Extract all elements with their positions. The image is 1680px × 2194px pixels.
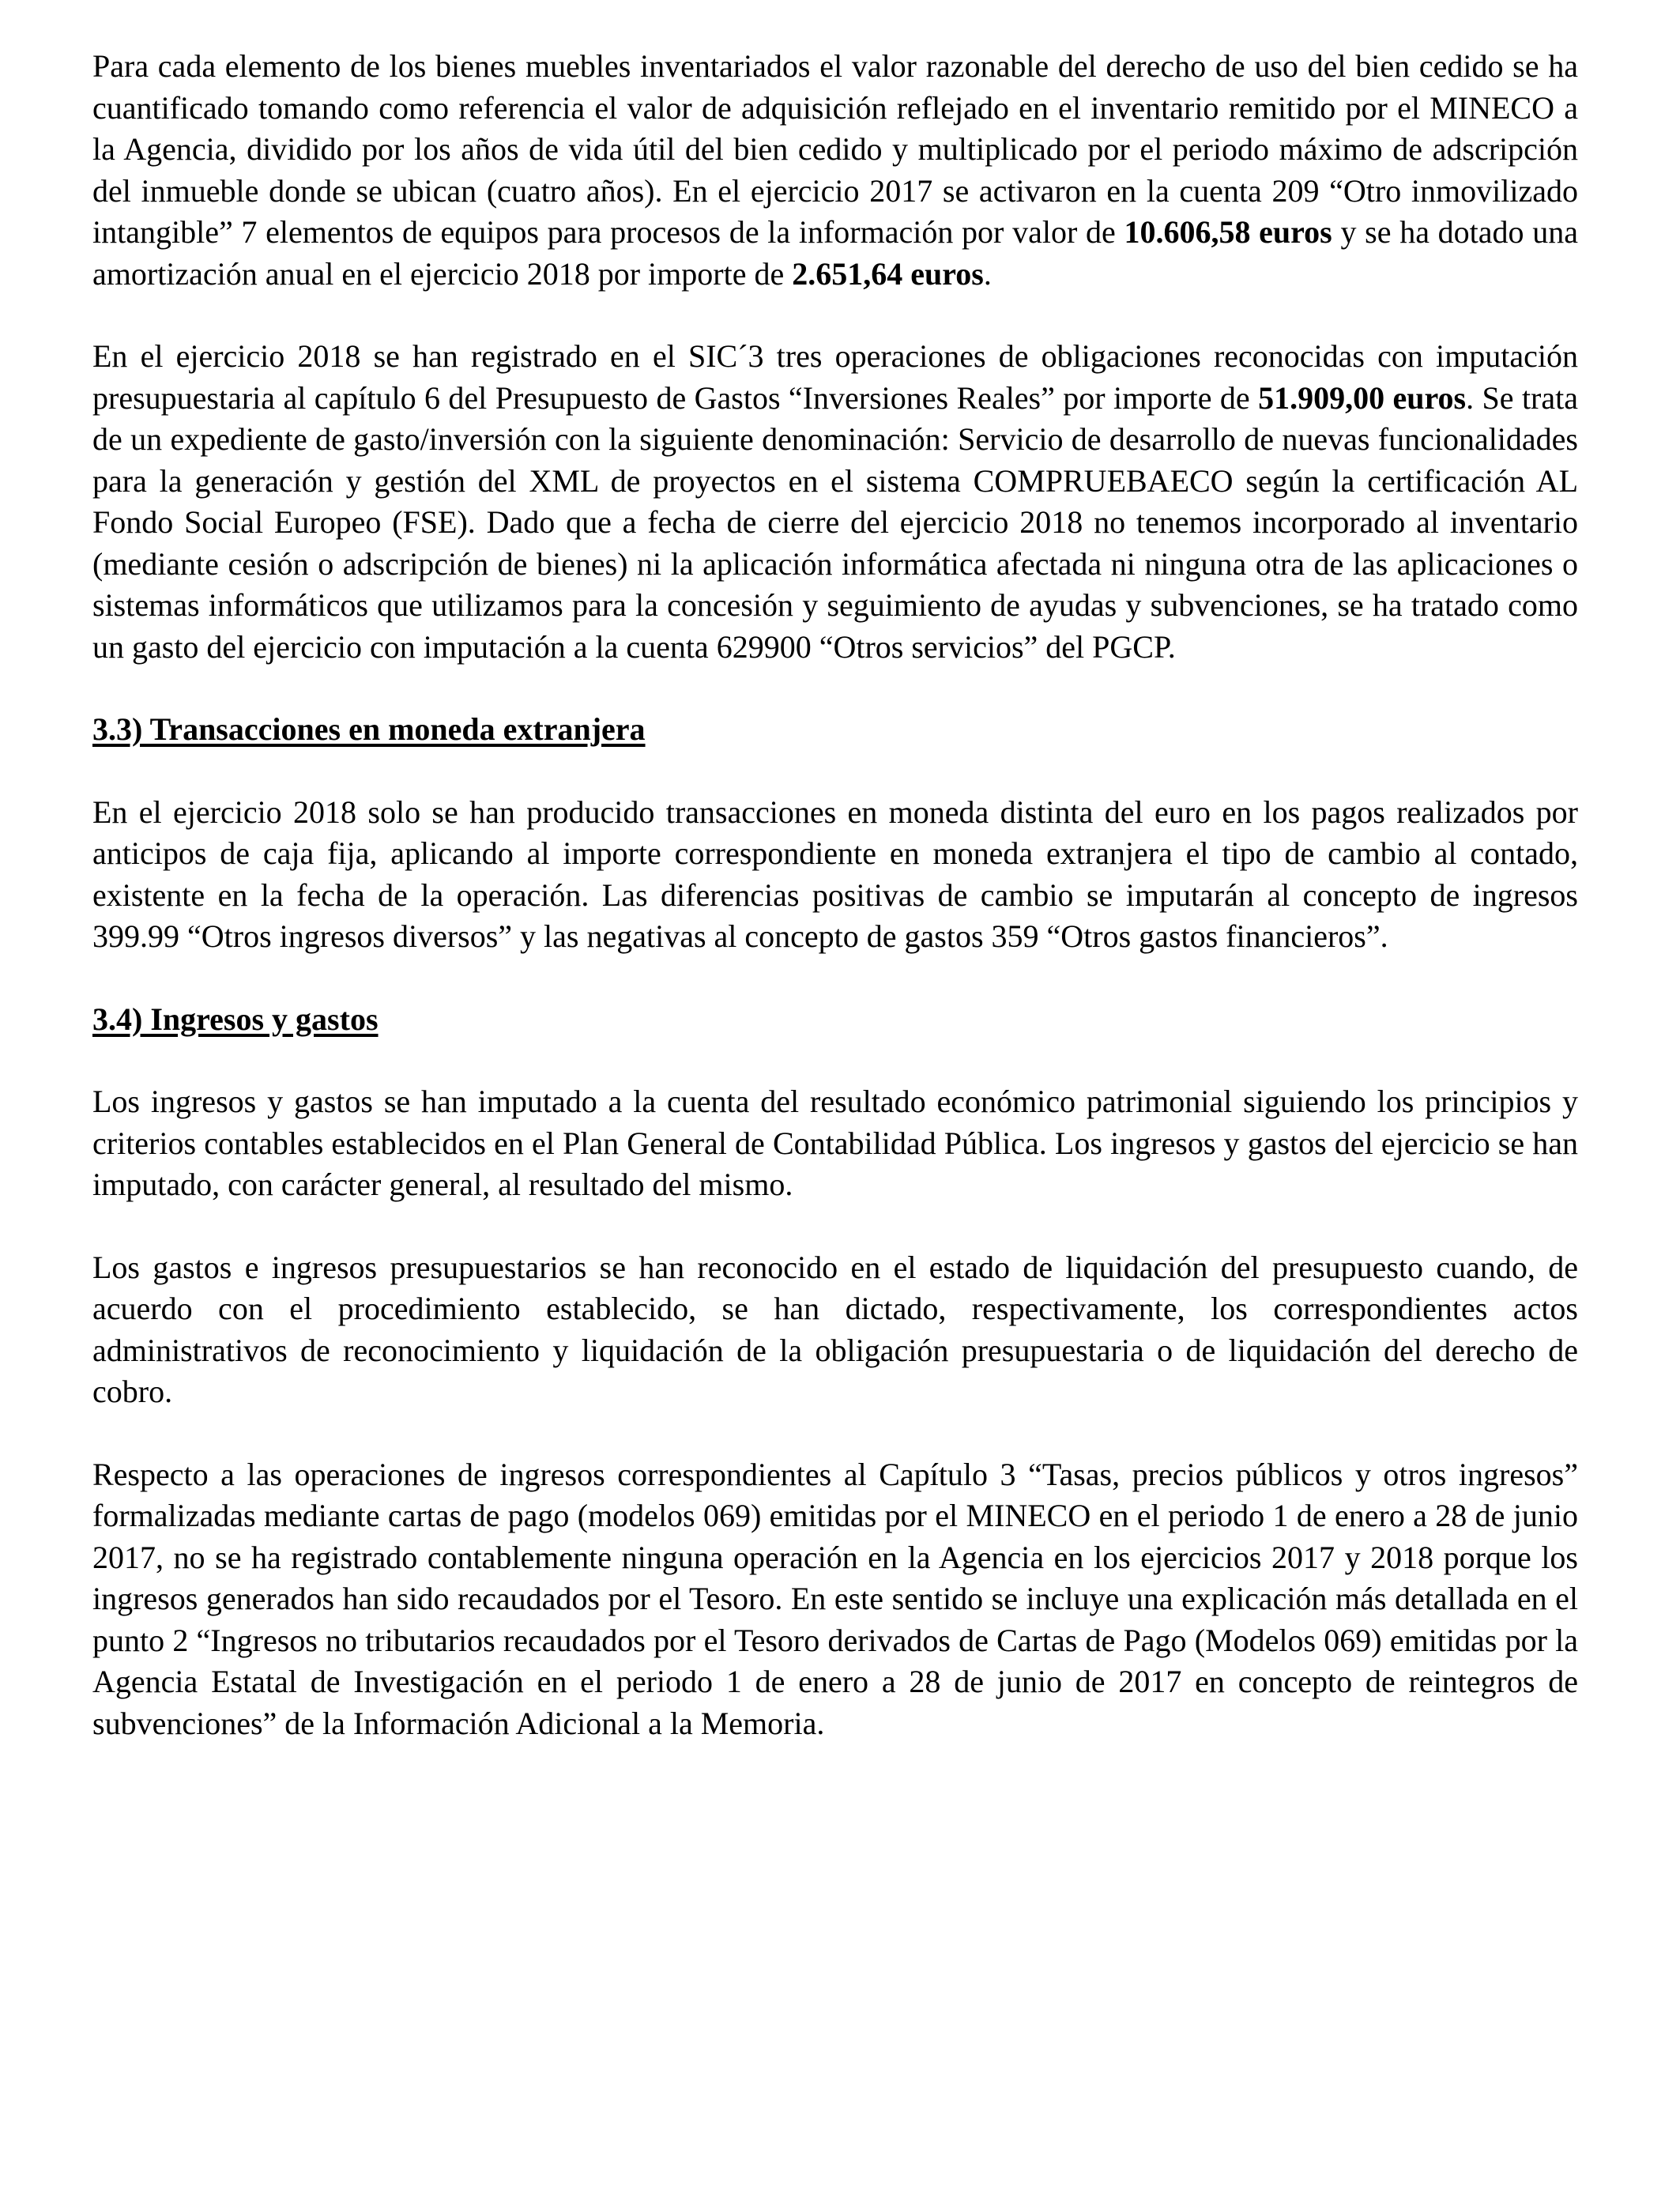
section-heading-income-expenses: 3.4) Ingresos y gastos — [92, 1001, 379, 1037]
paragraph-foreign-currency: En el ejercicio 2018 solo se han producido transacciones en moneda distinta del euro en los pagos realizados por anticipos de caja fija, aplicando al importe correspondiente en moneda extranjera el tipo de cambio al contado, existente en la fecha de la operación. Las diferencias positivas de cambio se imputarán al concepto de ingresos 399.99 “Otros ingresos diversos” y las negativas al concepto de gastos 359 “Otros gastos financieros”. — [92, 794, 1578, 954]
paragraph-inventory-valuation — [92, 46, 1578, 295]
paragraph-text: . Se trata de un expediente de gasto/inversión con la siguiente denominación: Servicio de desarrollo de nuevas funcionalidades para la generación y gestión del XML de proyectos en el sistema COMPRUEBAECO según la certificación AL Fondo Social Europeo (FSE). Dado que a fecha de cierre del ejercicio 2018 no tenemos incorporado al inventario (mediante cesión o adscripción de bienes) ni la aplicación informática afectada ni ninguna otra de las aplicaciones o sistemas informáticos que utilizamos para la concesión y seguimiento de ayudas y subvenciones, se ha tratado como un gasto del ejercicio con imputación a la cuenta 629900 “Otros servicios” del PGCP. — [92, 379, 1578, 665]
paragraph-text: En el ejercicio 2018 se han registrado en el SIC´3 tres operaciones de obligaciones reconocidas con imputación presupuestaria al capítulo 6 del Presupuesto de Gastos “Inversiones Reales” por importe de — [92, 338, 1578, 416]
paragraph-income-expenses-imputation: Los ingresos y gastos se han imputado a la cuenta del resultado económico patrimonial siguiendo los principios y criterios contables establecidos en el Plan General de Contabilidad Pública. Los ingresos y gastos del ejercicio se han imputado, con carácter general, al resultado del mismo. — [92, 1084, 1578, 1202]
paragraph-text: Para cada elemento de los bienes muebles inventariados el valor razonable del derecho de uso del bien cedido se ha cuantificado tomando como referencia el valor de adquisición reflejado en el inventario remitido por el MINECO a la Agencia, dividido por los años de vida útil del bien cedido y multiplicado por el periodo máximo de adscripción del inmueble donde se ubican (cuatro años). En el ejercicio 2017 se activaron en la cuenta 209 “Otro inmovilizado intangible” 7 elementos de equipos para procesos de la información por valor de — [92, 48, 1578, 250]
bold-amount: 2.651,64 euros — [792, 255, 984, 292]
section-heading-foreign-currency: 3.3) Transacciones en moneda extranjera — [92, 711, 646, 747]
paragraph-investment-operations — [92, 336, 1578, 668]
paragraph-text: . — [983, 255, 992, 292]
bold-amount: 51.909,00 euros — [1258, 379, 1467, 416]
paragraph-text: y se ha dotado una amortización anual en el ejercicio 2018 por importe de — [92, 214, 1578, 292]
bold-amount: 10.606,58 euros — [1124, 214, 1332, 250]
document-page — [92, 46, 1578, 1785]
paragraph-chapter-3-operations: Respecto a las operaciones de ingresos correspondientes al Capítulo 3 “Tasas, precios públicos y otros ingresos” formalizadas mediante cartas de pago (modelos 069) emitidas por el MINECO en el periodo 1 de enero a 28 de junio 2017, no se ha registrado contablemente ninguna operación en la Agencia en los ejercicios 2017 y 2018 porque los ingresos generados han sido recaudados por el Tesoro. En este sentido se incluye una explicación más detallada en el punto 2 “Ingresos no tributarios recaudados por el Tesoro derivados de Cartas de Pago (Modelos 069) emitidas por la Agencia Estatal de Investigación en el periodo 1 de enero a 28 de junio de 2017 en concepto de reintegros de subvenciones” de la Información Adicional a la Memoria. — [92, 1456, 1578, 1741]
paragraph-budget-recognition: Los gastos e ingresos presupuestarios se han reconocido en el estado de liquidación del presupuesto cuando, de acuerdo con el procedimiento establecido, se han dictado, respectivamente, los correspondientes actos administrativos de reconocimiento y liquidación de la obligación presupuestaria o de liquidación del derecho de cobro. — [92, 1249, 1578, 1409]
